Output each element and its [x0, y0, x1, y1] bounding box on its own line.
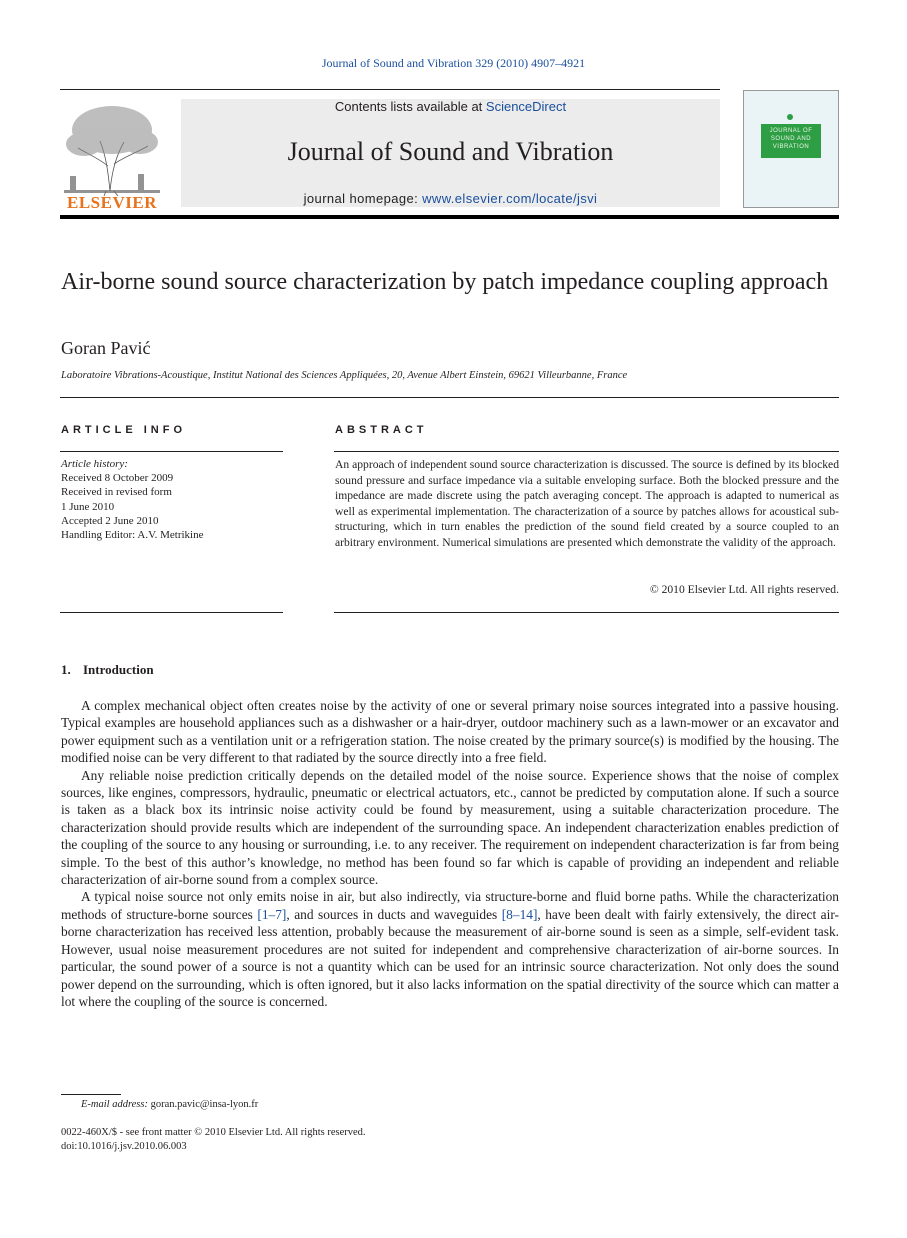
introduction-body: [61, 697, 839, 1010]
section-title: Introduction: [83, 662, 154, 677]
citation-link[interactable]: [1–7]: [257, 906, 287, 922]
doi-line[interactable]: doi:10.1016/j.jsv.2010.06.003: [61, 1141, 187, 1152]
paragraph-text: , have been dealt with fairly extensively, the direct air-borne characterization has received less attention, probably because the measurement of air-borne sound is seen as a simple, self-evident task. However, usual noise measurement procedures are not suited for independent and comprehensive characterization of air-borne sources. In particular, the sound power of a source is not a quantity which can be used for an intrinsic source characterization. Not only does the sound power depend on the surrounding, which is often ignored, but it also lacks information on the spatial directivity of the source which can matter a lot where the coupling of the source is concerned.: [61, 906, 839, 1009]
paragraph: A complex mechanical object often creates noise by the activity of one or several primary noise sources integrated into a passive housing. Typical examples are household appliances such as a dishwasher or a hair-dryer, outdoor machinery such as a lawn-mower or an excavator and power equipment such as a ventilation unit or a refrigeration station. The noise created by the primary source(s) is modified by the housing. The modified noise can be very different to that radiated by the source directly into a free field.: [61, 698, 839, 766]
contents-line: [181, 99, 720, 114]
cover-title: JOURNAL OF SOUND AND VIBRATION: [769, 128, 813, 150]
paragraph: Any reliable noise prediction critically depends on the detailed model of the noise source. Experience shows that the noise of complex sources, like engines, compressors, hydraulic, pneumatic or electrical actuators, etc., cannot be predicted by computation alone. If such a source is taken as a black box its intrinsic noise activity could be found by measurement, using a suitable characterization procedure. The characterization should provide results which are independent of the surrounding space. An independent characterization enables prediction of the coupling of the source to any housing or surrounding, i.e. to any receiver. The requirement on independent characterization is far from being simple. To the best of this author’s knowledge, no method has been found so far which is capable of providing an independent and reliable characterization of air-borne sound from a complex source.: [61, 767, 839, 888]
abstract-rule-bottom: [334, 612, 839, 613]
section-heading-introduction: [61, 662, 154, 678]
article-info-rule-top: [60, 451, 283, 452]
journal-citation[interactable]: Journal of Sound and Vibration 329 (2010) 4907–4921: [321, 56, 586, 70]
header-bottom-rule: [60, 215, 839, 219]
homepage-line: [181, 191, 720, 206]
history-line: 1 June 2010: [61, 500, 115, 513]
citation-link[interactable]: [8–14]: [501, 906, 538, 922]
publication-info: [61, 1126, 366, 1154]
article-info-rule-bottom: [60, 612, 283, 613]
contents-prefix: Contents lists available at: [334, 99, 486, 114]
email-link[interactable]: goran.pavic@insa-lyon.fr: [150, 1099, 259, 1110]
paragraph-text: A typical noise source not only emits noise in air, but also indirectly, via structure-borne and fluid borne paths. While the characterization methods of structure-borne sources: [61, 889, 839, 922]
header-top-rule: [60, 89, 720, 90]
homepage-prefix: journal homepage:: [303, 191, 423, 206]
paper-title: Air-borne sound source characterization by patch impedance coupling approach: [61, 269, 829, 295]
paragraph-text: , and sources in ducts and waveguides: [286, 906, 502, 922]
issn-line: 0022-460X/$ - see front matter © 2010 Elsevier Ltd. All rights reserved.: [61, 1127, 366, 1138]
history-line: Accepted 2 June 2010: [61, 514, 159, 527]
paragraph: [61, 888, 839, 1010]
author-affiliation: Laboratoire Vibrations-Acoustique, Institut National des Sciences Appliquées, 20, Avenue Albert Einstein, 69621 Villeurbanne, France: [61, 370, 628, 381]
history-line: Received 8 October 2009: [61, 472, 174, 485]
cover-emblem-icon: [787, 114, 793, 120]
article-history: [61, 457, 284, 542]
history-line: Received in revised form: [61, 486, 172, 499]
title-rule: [60, 397, 839, 398]
history-line: Handling Editor: A.V. Metrikine: [61, 529, 204, 542]
section-number: 1.: [61, 662, 71, 677]
history-label: Article history:: [61, 458, 128, 470]
email-footnote: [81, 1099, 258, 1110]
sciencedirect-link[interactable]: ScienceDirect: [485, 99, 567, 114]
author-name[interactable]: Goran Pavić: [61, 338, 151, 358]
elsevier-wordmark: ELSEVIER: [67, 193, 157, 212]
email-label: E-mail address:: [81, 1099, 148, 1110]
homepage-link[interactable]: www.elsevier.com/locate/jsvi: [422, 191, 598, 206]
abstract-heading: ABSTRACT: [335, 424, 428, 436]
abstract-text: An approach of independent sound source characterization is discussed. The source is defined by its blocked sound pressure and surface impedance via a suitable enveloping surface. Both the blocked pressure and the impedance are made discrete using the patch averaging concept. The approach is adapted to numerical as well as experimental implementation. The characterization of a source by patches allows for acoustical sub-structuring, which in turn enables the prediction of the sound field created by a source coupled to an arbitrary environment. Numerical simulations are presented which demonstrate the validity of the approach.: [335, 458, 839, 549]
journal-title: Journal of Sound and Vibration: [287, 137, 614, 166]
footnote-rule: [61, 1094, 121, 1095]
article-info-heading: ARTICLE INFO: [61, 424, 186, 436]
abstract-rule-top: [334, 451, 839, 452]
abstract-copyright: © 2010 Elsevier Ltd. All rights reserved.: [649, 583, 839, 596]
